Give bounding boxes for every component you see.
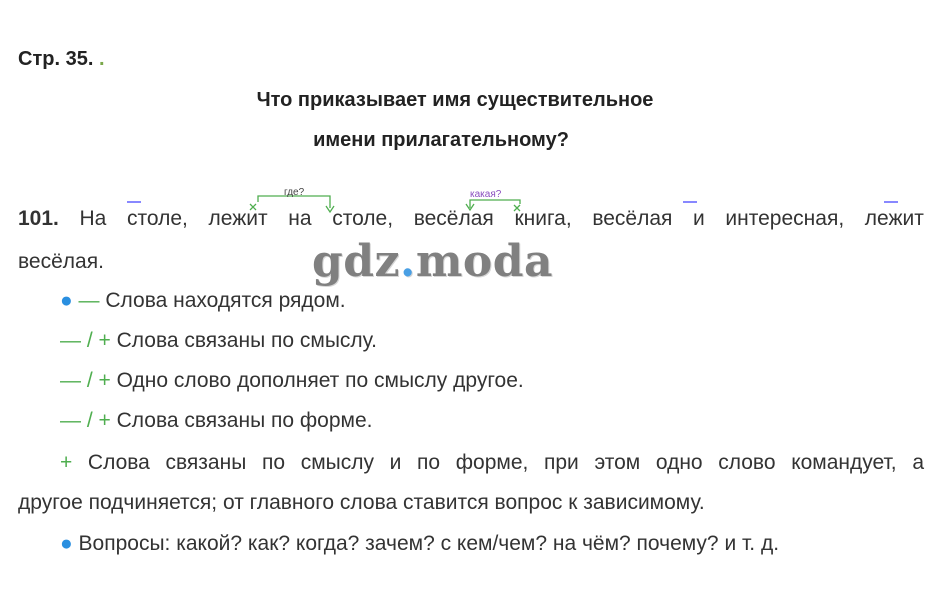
- rule-marker: +: [60, 451, 73, 474]
- bullet-icon: ●: [60, 289, 73, 312]
- exercise-number: 101.: [18, 207, 59, 230]
- rule-word: связаны: [165, 451, 247, 474]
- legend-item-4: [60, 409, 372, 433]
- exercise-word: столе,: [332, 207, 394, 230]
- legend-item-2: [60, 329, 377, 353]
- underline-mark: [127, 201, 141, 203]
- rule-word: и: [389, 451, 402, 474]
- rule-word: слово: [718, 451, 776, 474]
- underline-mark: [884, 201, 898, 203]
- legend-marker: — / +: [60, 369, 111, 392]
- exercise-word: весёлая: [592, 207, 673, 230]
- rule-word: по: [261, 451, 286, 474]
- rule-word: командует,: [791, 451, 897, 474]
- annotation-q2: какая?: [470, 189, 502, 200]
- annotation-q1: где?: [284, 187, 305, 198]
- rule-word: смыслу: [300, 451, 374, 474]
- page-reference: [18, 48, 105, 71]
- exercise-word: интересная,: [725, 207, 845, 230]
- questions-text: Вопросы: какой? как? когда? зачем? с кем/чем? на чём? почему? и т. д.: [72, 532, 780, 555]
- questions-line: [60, 532, 779, 556]
- title-line-2: имени прилагательному?: [313, 129, 569, 151]
- rule-word: Слова: [87, 451, 150, 474]
- legend-marker: — / +: [60, 409, 111, 432]
- exercise-word: столе,: [127, 207, 188, 230]
- rule-word: а: [912, 451, 924, 474]
- rule-line-1: [60, 451, 924, 475]
- exercise-word: лежит: [208, 207, 268, 230]
- exercise-word: книга,: [514, 207, 572, 230]
- exercise-word: и: [693, 207, 705, 230]
- legend-item-3: [60, 369, 524, 393]
- legend-item-1: [60, 289, 346, 313]
- page-ref-text: Стр. 35.: [18, 48, 94, 70]
- exercise-line-2: весёлая.: [18, 250, 104, 273]
- rule-word: по: [417, 451, 441, 474]
- legend-text: Слова связаны по смыслу.: [110, 329, 377, 352]
- rule-word: одно: [655, 451, 703, 474]
- watermark-logo: gdz.moda: [312, 236, 554, 287]
- bullet-icon: ●: [60, 532, 73, 555]
- exercise-word: на: [288, 207, 312, 230]
- rule-line-2: другое подчиняется; от главного слова ставится вопрос к зависимому.: [18, 491, 705, 514]
- underline-mark: [683, 201, 697, 203]
- title-line-1: Что приказывает имя существительное: [256, 89, 654, 111]
- legend-text: Одно слово дополняет по смыслу другое.: [110, 369, 524, 392]
- legend-text: Слова находятся рядом.: [99, 289, 346, 312]
- page-ref-mark: .: [98, 48, 105, 70]
- rule-word: этом: [594, 451, 641, 474]
- exercise-word: весёлая: [413, 207, 494, 230]
- exercise-word: На: [79, 207, 107, 230]
- legend-text: Слова связаны по форме.: [110, 409, 373, 432]
- legend-marker: —: [72, 289, 100, 312]
- exercise-line-1: [18, 207, 924, 231]
- exercise-word: лежит: [864, 207, 924, 230]
- rule-word: при: [544, 451, 579, 474]
- legend-marker: — / +: [60, 329, 111, 352]
- rule-word: форме,: [455, 451, 529, 474]
